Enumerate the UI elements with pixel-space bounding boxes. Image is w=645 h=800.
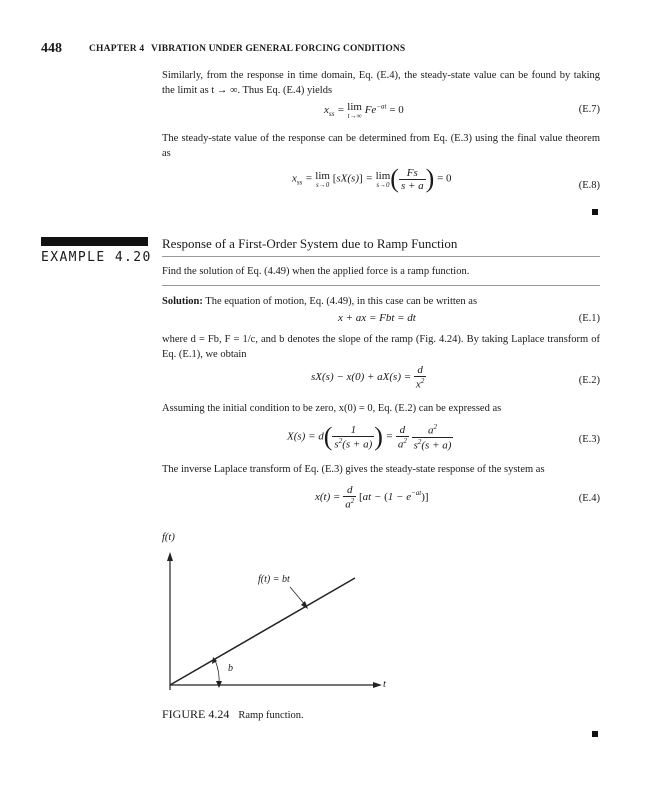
equation-e1: x + ax = Fbt = dt (338, 312, 416, 324)
figure-line-label: f(t) = bt (258, 574, 290, 585)
example-title: Response of a First-Order System due to Ramp Function (162, 236, 458, 251)
equation-number-e4: (E.4) (578, 493, 600, 504)
example-rule (41, 237, 148, 246)
paragraph-steady-state-time: Similarly, from the response in time domain, Eq. (E.4), the steady-state value can be found by taking the limit as t → ∞. Thus Eq. (E.4) yields (162, 70, 600, 96)
figure-caption-number: FIGURE 4.24 (162, 707, 230, 721)
equation-number-e3: (E.3) (578, 434, 600, 445)
equation-e7: $x_{ss} = \lim$ t→∞ $Fe^{-at} = 0$ (324, 101, 404, 120)
x-axis-arrow (373, 682, 382, 688)
example-title-rule (162, 256, 600, 257)
statement-rule (162, 285, 600, 286)
ramp-line (170, 578, 355, 685)
paragraph-final-value: The steady-state value of the response can be determined from Eq. (E.3) using the final value theorem as (162, 133, 600, 159)
equation-e2: sX(s) − x(0) + aX(s) = $\frac{d}{x^2}$ (311, 364, 425, 391)
solution-heading: Solution: (162, 296, 203, 307)
y-axis-arrow (167, 552, 173, 561)
solution-text: The equation of motion, Eq. (4.49), in this case can be written as (205, 296, 478, 307)
equation-number-e2: (E.2) (578, 375, 600, 386)
equation-number-e1: (E.1) (578, 313, 600, 324)
equation-e8: $x_{ss} = \lim$ s→0 [sX(s)] = lim s→0 ( $\frac{Fs}{s + a}$ ) = 0 (292, 164, 452, 193)
figure-caption-text: Ramp function. (238, 710, 304, 721)
end-of-solution-mark (592, 731, 598, 737)
paragraph-inverse-laplace: The inverse Laplace transform of Eq. (E.3) gives the steady-state response of the system as (162, 464, 545, 475)
chapter-title: VIBRATION UNDER GENERAL FORCING CONDITIONS (151, 44, 406, 54)
paragraph-laplace: where d = Fb, F = 1/c, and b denotes the slope of the ramp (Fig. 4.24). By taking Laplace transform of Eq. (E.1), we obtain (162, 334, 600, 360)
ramp-function-figure (150, 548, 390, 698)
equation-e3: X(s) = d( $\frac{1}{s^2(s + a)}$ ) = $\frac{d}{a^2}$ $\frac{a^2}{s^2(s + a)}$ (287, 422, 452, 452)
figure-slope-label: b (228, 663, 233, 674)
equation-number-e8: (E.8) (578, 180, 600, 191)
example-statement: Find the solution of Eq. (4.49) when the applied force is a ramp function. (162, 266, 470, 277)
equation-e4: x(t) = $\frac{d}{a^2}$ $[at - (1 - e^{-at})]$ (315, 484, 429, 511)
equation-number-e7: (E.7) (578, 104, 600, 115)
end-of-example-mark (592, 209, 598, 215)
figure-x-axis-label: t (383, 679, 386, 690)
solution-paragraph (162, 294, 600, 309)
page-number: 448 (41, 41, 62, 56)
figure-caption (162, 707, 304, 722)
chapter-label: CHAPTER 4 (89, 44, 145, 54)
example-label: EXAMPLE 4.20 (41, 250, 152, 265)
paragraph-initial-condition: Assuming the initial condition to be zero, x(0) = 0, Eq. (E.2) can be expressed as (162, 403, 502, 414)
figure-y-axis-label: f(t) (162, 532, 175, 543)
